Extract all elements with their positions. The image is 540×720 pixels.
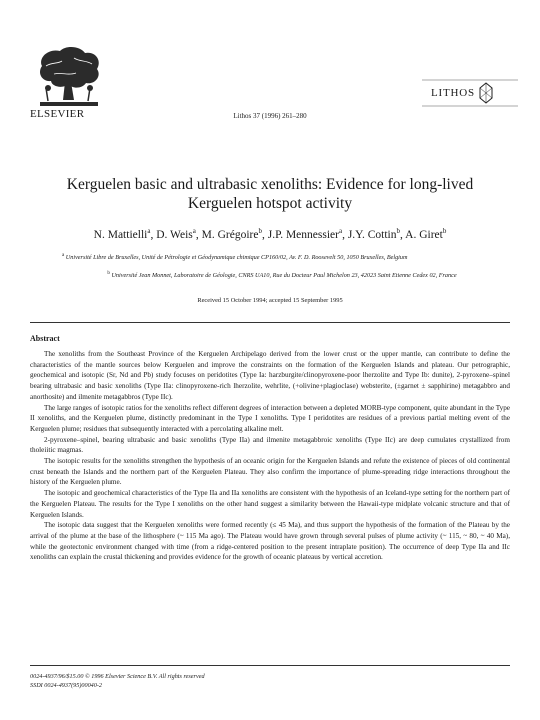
- affiliation-b: [62, 269, 502, 280]
- affiliation-mark: a: [62, 253, 65, 258]
- copyright-footer: [30, 672, 510, 690]
- author-separator: ,: [195, 228, 202, 241]
- elsevier-tree-logo-icon: [34, 44, 104, 108]
- title-line: Kerguelen basic and ultrabasic xenoliths: Evidence for long-lived: [66, 176, 474, 193]
- affiliation-mark: b: [396, 227, 401, 235]
- abstract-paragraph: The isotopic data suggest that the Kerguelen xenoliths were formed recently (≤ 45 Ma), and thus support the hypothesis of the formation of the Plateau by the arrival of the plume at the base of the lithosphere (~ 115 Ma ago). The Plateau would have grown through several pulses of plume activity (~ 115, ~ 80, ~ 40 Ma), while the geotectonic environment changed with time (from a ridge-centered position to the present intraplate position). The occurrence of deep Type IIa and IIc xenoliths can explain the crustal thickening and provides evidence for the growth of oceanic plateaus by vertical accretion.: [30, 521, 510, 562]
- author-separator: ,: [150, 228, 157, 241]
- crystal-icon: [478, 82, 494, 104]
- affiliation-mark: b: [107, 271, 110, 276]
- author-name: M. Grégoire: [201, 228, 259, 241]
- affiliation-mark: a: [147, 227, 151, 235]
- author-name: A. Giret: [405, 228, 443, 241]
- author-name: N. Mattielli: [93, 228, 148, 241]
- abstract-paragraph: 2-pyroxene–spinel, bearing ultrabasic and basic xenoliths (Type IIa) and ilmenite metagabbroic xenoliths (Type IIc) are deep cumulates crystallized from tholeiitic magmas.: [30, 435, 510, 455]
- affiliation-text: Université Libre de Bruxelles, Unité de Pétrologie et Géodynamique chimique CP160/02, Av. F. D. Roosevelt 50, 1050 Bruxelles, Belgium: [65, 254, 408, 262]
- journal-name: LITHOS: [431, 87, 475, 99]
- author: [348, 229, 405, 241]
- author: [156, 229, 201, 241]
- abstract-paragraph: The large ranges of isotopic ratios for the xenoliths reflect different degrees of interaction between a depleted MORB-type component, quite abundant in the Type II xenoliths, and the Kerguelen plume, distinctly predominant in the Type I xenoliths. Type I peridotites are residues of a previous partial melting event of the Kerguelen plume; residues that subsequently interacted with a percolating alkaline melt.: [30, 403, 510, 433]
- author-name: D. Weis: [156, 228, 193, 241]
- publisher-name: ELSEVIER: [30, 108, 85, 120]
- author-separator: ,: [261, 228, 268, 241]
- author-list: [20, 227, 520, 241]
- article-title: [30, 175, 510, 213]
- abstract-paragraph: The xenoliths from the Southeast Province of the Kerguelen Archipelago derived from the lower crust or the upper mantle, can contribute to define the characteristics of the mantle sources below Kerguelen and improve the constraints on the formation of the Kerguelen Islands and plateau. Our petrographic, geochemical and isotopic (Sr, Nd and Pb) study focuses on peridotites (Type Ia: harzburgite/clinopyroxene-poor lherzolite and Type Ib: dunite), 2-pyroxene–spinel bearing ultrabasic and basic xenoliths (Type IIa: clinopyroxene-rich lherzolite, wehrlite, (+olivine+plagioclase) websterite, (±garnet ± sapphirine) metagabbro and anorthosite) and ilmenite metagabbros (Type IIc).: [30, 350, 510, 401]
- author: [405, 229, 446, 241]
- abstract-paragraph: The isotopic and geochemical characteristics of the Type IIa and IIa xenoliths are consistent with the hypothesis of an Iceland-type setting for the northern part of the Kerguelen Plateau. The results for the Type I xenoliths on the other hand suggest a similarity between the Hawaii-type midplate volcanic structure and that of Kerguelen Islands.: [30, 489, 510, 519]
- citation-line: Lithos 37 (1996) 261–280: [233, 112, 307, 120]
- abstract-heading: Abstract: [30, 334, 60, 343]
- author-separator: ,: [342, 228, 348, 241]
- affiliation-mark: b: [442, 227, 447, 235]
- title-line: Kerguelen hotspot activity: [187, 195, 353, 212]
- author: [94, 229, 157, 241]
- author-separator: ,: [400, 228, 406, 241]
- affiliation-mark: a: [338, 227, 343, 235]
- affiliation-a: [62, 251, 502, 262]
- ssdi-line: SSDI 0024-4937(95)00040-2: [30, 682, 103, 689]
- received-dates: Received 15 October 1994; accepted 15 September 1995: [197, 297, 343, 304]
- divider: [30, 322, 510, 323]
- author: [268, 229, 348, 241]
- author-name: J.P. Mennessier: [267, 228, 339, 241]
- author: [202, 229, 268, 241]
- affiliation-text: Université Jean Monnet, Laboratoire de Géologie, CNRS UA10, Rue du Docteur Paul Michelon 23, 42023 Saint Etienne Cedex 02, France: [111, 272, 457, 280]
- abstract-paragraph: The isotopic results for the xenoliths strengthen the hypothesis of an oceanic origin for the Kerguelen Islands and refute the existence of pieces of old continental crust beneath the Islands and the northern part of the Kerguelen Plateau. They also confirm the importance of plume-spreading ridge interactions throughout the history of the Kerguelen plume.: [30, 457, 510, 487]
- copyright-line: 0024-4937/96/$15.00 © 1996 Elsevier Science B.V. All rights reserved: [30, 673, 205, 680]
- affiliation-mark: b: [258, 227, 262, 235]
- divider: [30, 665, 510, 666]
- affiliation-mark: a: [192, 227, 196, 235]
- abstract-body: [30, 349, 510, 563]
- author-name: J.Y. Cottin: [347, 228, 397, 241]
